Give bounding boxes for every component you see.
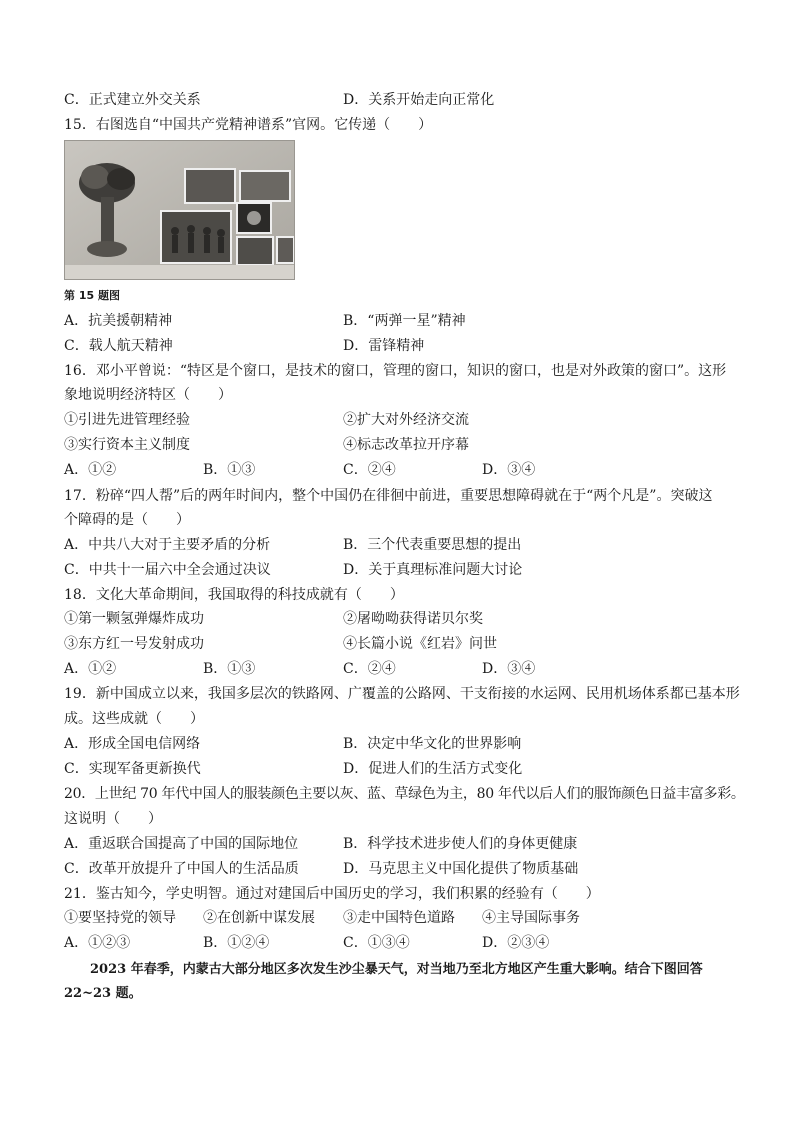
q21-item-1: ①要坚持党的领导 — [64, 910, 176, 926]
q14-option-c: C．正式建立外交关系 — [64, 92, 201, 108]
q19-option-b: B．决定中华文化的世界影响 — [343, 736, 522, 752]
q18-item-2: ②屠呦呦获得诺贝尔奖 — [343, 611, 483, 627]
q18-option-d: D．③④ — [482, 661, 536, 677]
q15-option-a: A．抗美援朝精神 — [64, 313, 173, 329]
q17-option-d: D．关于真理标准问题大讨论 — [343, 562, 523, 578]
q21-option-b: B．①②④ — [203, 935, 270, 951]
q16-stem-line1: 16．邓小平曾说：“特区是个窗口，是技术的窗口，管理的窗口，知识的窗口，也是对外政策的窗口”。这形 — [64, 363, 727, 379]
exhibition-wall-image — [65, 141, 294, 279]
q21-option-d: D．②③④ — [482, 935, 550, 951]
q18-option-c: C．②④ — [343, 661, 396, 677]
q20-option-c: C．改革开放提升了中国人的生活品质 — [64, 861, 299, 877]
q16-stem-line2: 象地说明经济特区（ ） — [64, 387, 232, 403]
q15-figure-caption: 第 15 题图 — [64, 289, 120, 302]
q20-option-a: A．重返联合国提高了中国的国际地位 — [64, 836, 299, 852]
q21-item-3: ③走中国特色道路 — [343, 910, 455, 926]
q16-option-c: C．②④ — [343, 462, 396, 478]
q17-option-c: C．中共十一届六中全会通过决议 — [64, 562, 271, 578]
q16-option-b: B．①③ — [203, 462, 256, 478]
q16-option-d: D．③④ — [482, 462, 536, 478]
q17-stem-line2: 个障碍的是（ ） — [64, 512, 190, 528]
q17-option-a: A．中共八大对于主要矛盾的分析 — [64, 537, 271, 553]
q18-stem: 18．文化大革命期间，我国取得的科技成就有（ ） — [64, 587, 404, 603]
q18-item-4: ④长篇小说《红岩》问世 — [343, 636, 497, 652]
q16-option-a: A．①② — [64, 462, 117, 478]
q19-option-a: A．形成全国电信网络 — [64, 736, 201, 752]
q16-item-2: ②扩大对外经济交流 — [343, 412, 469, 428]
q18-item-3: ③东方红一号发射成功 — [64, 636, 204, 652]
q15-option-d: D．雷锋精神 — [343, 338, 425, 354]
q16-item-4: ④标志改革拉开序幕 — [343, 437, 469, 453]
q20-option-b: B．科学技术进步使人们的身体更健康 — [343, 836, 578, 852]
q19-stem-line1: 19．新中国成立以来，我国多层次的铁路网、广覆盖的公路网、干支衔接的水运网、民用机场体系都已基本形 — [64, 686, 740, 702]
q21-item-2: ②在创新中谋发展 — [203, 910, 315, 926]
q20-option-d: D．马克思主义中国化提供了物质基础 — [343, 861, 579, 877]
q21-option-c: C．①③④ — [343, 935, 410, 951]
q22-23-material-text: 2023 年春季，内蒙古大部分地区多次发生沙尘暴天气，对当地乃至北方地区产生重大影响。结合下图回答 22~23 题。 — [64, 962, 703, 1001]
q19-stem-line2: 成。这些成就（ ） — [64, 711, 204, 727]
q16-item-3: ③实行资本主义制度 — [64, 437, 190, 453]
q18-item-1: ①第一颗氢弹爆炸成功 — [64, 611, 204, 627]
q21-item-4: ④主导国际事务 — [482, 910, 580, 926]
q18-option-b: B．①③ — [203, 661, 256, 677]
q19-option-c: C．实现军备更新换代 — [64, 761, 201, 777]
q15-option-c: C．载人航天精神 — [64, 338, 173, 354]
q15-exhibition-photo — [64, 140, 295, 280]
q20-stem-line2: 这说明（ ） — [64, 811, 162, 827]
q14-option-d: D．关系开始走向正常化 — [343, 92, 495, 108]
q18-option-a: A．①② — [64, 661, 117, 677]
q20-stem-line1: 20．上世纪 70 年代中国人的服装颜色主要以灰、蓝、草绿色为主，80 年代以后人们的服饰颜色日益丰富多彩。 — [64, 786, 745, 802]
q15-stem: 15．右图选自“中国共产党精神谱系”官网。它传递（ ） — [64, 117, 433, 133]
q15-option-b: B．“两弹一星”精神 — [343, 313, 466, 329]
q16-item-1: ①引进先进管理经验 — [64, 412, 190, 428]
q21-stem: 21．鉴古知今，学史明智。通过对建国后中国历史的学习，我们积累的经验有（ ） — [64, 886, 600, 902]
q17-option-b: B．三个代表重要思想的提出 — [343, 537, 522, 553]
q19-option-d: D．促进人们的生活方式变化 — [343, 761, 523, 777]
q21-option-a: A．①②③ — [64, 935, 131, 951]
q17-stem-line1: 17．粉碎“四人帮”后的两年时间内，整个中国仍在徘徊中前进，重要思想障碍就在于“两个凡是”。突破这 — [64, 488, 713, 504]
